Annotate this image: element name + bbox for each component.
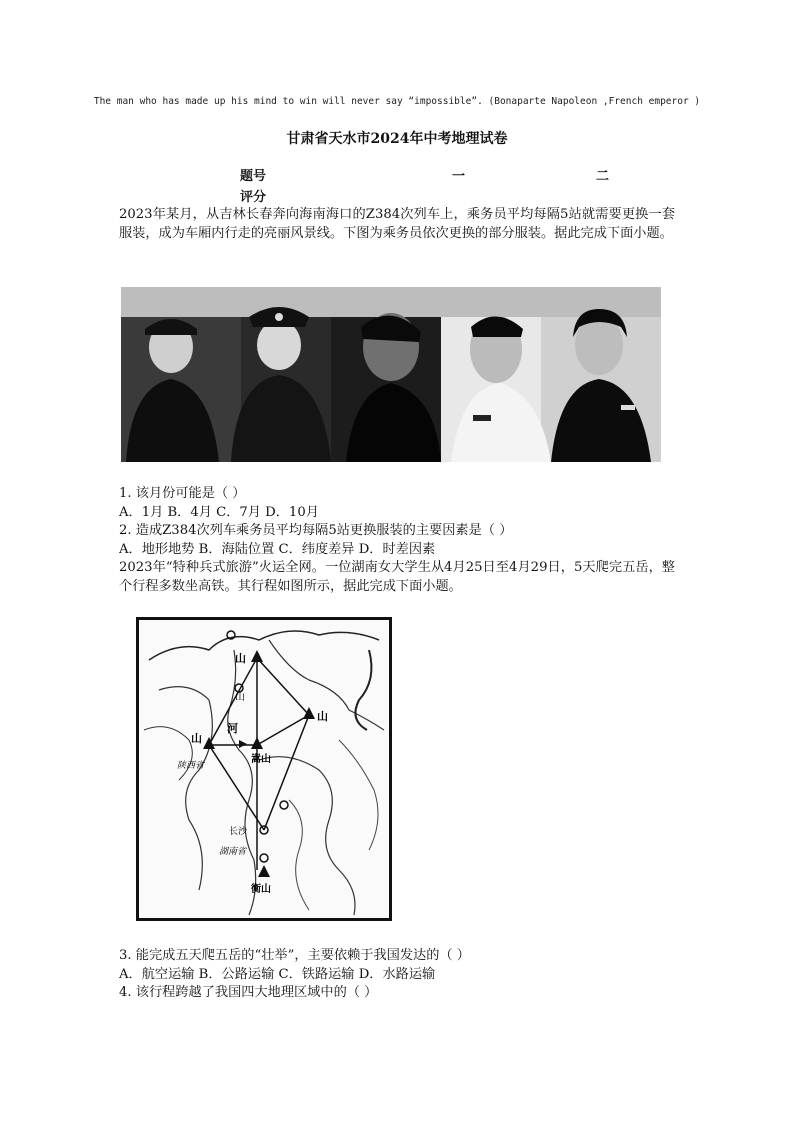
score-col-1: 一 xyxy=(452,169,466,184)
map-label-shanxi: 山 xyxy=(235,692,245,703)
motto-quote: The man who has made up his mind to win will never say “impossible”. (Bonaparte Napoleon ,French emperor ) xyxy=(93,96,701,107)
question-1: 1. 该月份可能是（ ） xyxy=(119,486,246,501)
map-label-henan: 河 xyxy=(227,722,238,735)
map-label-hengshan-south: 衡山 xyxy=(251,884,271,895)
score-row-label: 评分 xyxy=(240,190,267,205)
score-col-2: 二 xyxy=(596,169,610,184)
map-label-hunan: 湖南省 xyxy=(219,847,247,857)
map-label-shaanxi: 陕西省 xyxy=(177,761,205,771)
attendant-uniforms-illustration xyxy=(121,287,661,462)
attendant-uniforms-photo xyxy=(121,287,661,462)
section2-intro: 2023年“特种兵式旅游”火运全网。一位湖南女大学生从4月25日至4月29日，5天爬完五岳，整个行程多数坐高铁。其行程如图所示，据此完成下面小题。 xyxy=(119,560,675,594)
question-2-options: A．地形地势 B．海陆位置 C．纬度差异 D．时差因素 xyxy=(119,542,436,557)
map-label-taishan: 山 xyxy=(317,710,328,723)
question-3: 3. 能完成五天爬五岳的“壮举”，主要依赖于我国发达的（ ） xyxy=(119,948,470,963)
map-label-huashan: 山 xyxy=(191,732,202,745)
map-label-changsha: 长沙 xyxy=(229,827,248,837)
question-2: 2. 造成Z384次列车乘务员平均每隔5站更换服装的主要因素是（ ） xyxy=(119,523,513,538)
score-col-label: 题号 xyxy=(240,169,267,184)
route-map-drawing xyxy=(139,620,389,918)
map-label-hengshan-north: 山 xyxy=(235,652,246,665)
exam-title: 甘肃省天水市2024年中考地理试卷 xyxy=(286,131,508,147)
five-mountains-route-map xyxy=(136,617,392,921)
question-4: 4. 该行程跨越了我国四大地理区域中的（ ） xyxy=(119,985,378,1000)
map-label-songshan: 嵩山 xyxy=(251,754,271,765)
question-3-options: A．航空运输 B．公路运输 C．铁路运输 D．水路运输 xyxy=(119,967,436,982)
question-1-options: A．1月 B．4月 C．7月 D．10月 xyxy=(119,505,319,520)
section1-intro: 2023年某月，从吉林长春奔向海南海口的Z384次列车上，乘务员平均每隔5站就需要更换一套服装，成为车厢内行走的亮丽风景线。下图为乘务员依次更换的部分服装。据此完成下面小题。 xyxy=(119,207,675,241)
